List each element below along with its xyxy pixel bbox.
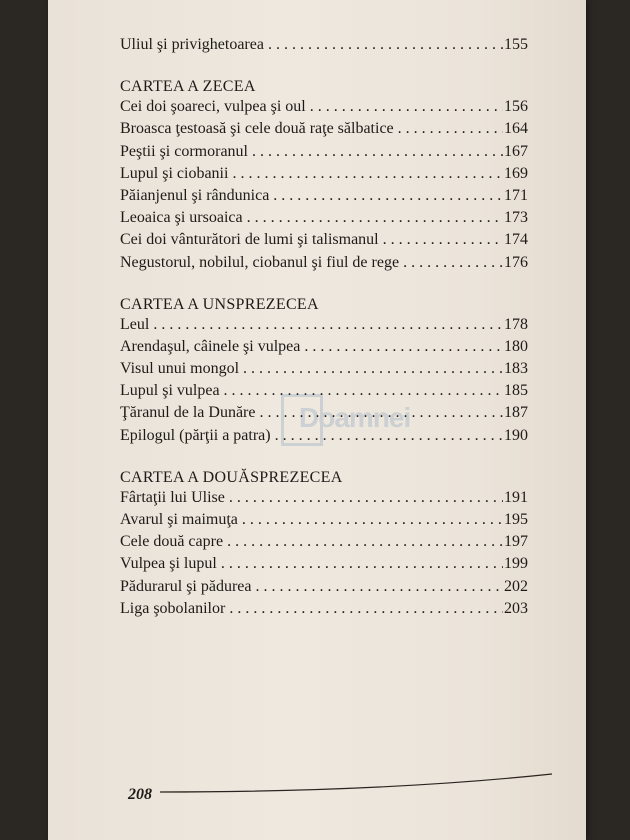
leader-dots bbox=[271, 427, 503, 445]
toc-entry bbox=[120, 254, 528, 276]
toc-entry-title: Ţăranul de la Dunăre bbox=[120, 404, 256, 422]
toc-entry-page: 195 bbox=[504, 511, 528, 528]
leader-dots bbox=[269, 187, 503, 205]
toc-entry bbox=[120, 187, 528, 209]
toc-entry bbox=[120, 427, 528, 449]
toc-entry-page: 176 bbox=[504, 253, 528, 271]
toc-entry-page: 169 bbox=[504, 164, 528, 182]
leader-dots bbox=[255, 404, 503, 422]
toc-entry-page: 171 bbox=[504, 186, 528, 204]
table-of-contents bbox=[120, 36, 528, 622]
toc-entry bbox=[120, 338, 528, 360]
toc-entry-page: 185 bbox=[504, 382, 528, 400]
leader-dots bbox=[149, 316, 503, 334]
leader-dots bbox=[264, 36, 503, 54]
toc-entry-title: Avarul şi maimuţa bbox=[120, 511, 238, 528]
toc-entry bbox=[120, 316, 528, 338]
toc-entry-page: 183 bbox=[504, 360, 528, 378]
toc-entry-title: Uliul şi privighetoarea bbox=[120, 36, 264, 53]
toc-entry-title: Cele două capre bbox=[120, 533, 224, 551]
toc-entry-page: 180 bbox=[504, 337, 528, 355]
toc-entry-title: Negustorul, nobilul, ciobanul şi fiul de rege bbox=[120, 253, 400, 271]
toc-entry-page: 190 bbox=[504, 426, 528, 444]
toc-entry bbox=[120, 489, 528, 511]
toc-entry bbox=[120, 533, 528, 555]
leader-dots bbox=[217, 555, 503, 573]
leader-dots bbox=[225, 489, 503, 507]
toc-entry bbox=[120, 98, 528, 120]
leader-dots bbox=[306, 98, 503, 116]
leader-dots bbox=[220, 382, 503, 400]
toc-entry-page: 191 bbox=[504, 488, 528, 506]
toc-entry-page: 199 bbox=[504, 555, 528, 573]
toc-entry bbox=[120, 165, 528, 187]
toc-entry bbox=[120, 600, 528, 622]
toc-entry-title: Arendaşul, câinele şi vulpea bbox=[120, 337, 301, 355]
toc-entry bbox=[120, 404, 528, 426]
leader-dots bbox=[243, 209, 503, 227]
leader-dots bbox=[252, 578, 503, 596]
toc-entry-title: Cei doi vânturători de lumi şi talismanul bbox=[120, 231, 379, 249]
leader-dots bbox=[225, 600, 503, 618]
leader-dots bbox=[238, 511, 503, 529]
toc-entry-page: 164 bbox=[504, 120, 528, 138]
footer-rule bbox=[160, 768, 552, 798]
toc-entry-title: Lupul şi ciobanii bbox=[120, 164, 229, 182]
watermark-text: Doamnei bbox=[299, 402, 411, 433]
toc-entry-title: Broasca ţestoasă şi cele două raţe sălbatice bbox=[120, 120, 394, 138]
leader-dots bbox=[300, 338, 503, 356]
section-heading: CARTEA A UNSPREZECEA bbox=[120, 295, 319, 313]
section-heading: CARTEA A DOUĂSPREZECEA bbox=[120, 468, 343, 486]
leader-dots bbox=[394, 120, 503, 138]
toc-entry-page: 202 bbox=[504, 577, 528, 595]
toc-entry-title: Leoaica şi ursoaica bbox=[120, 209, 243, 227]
toc-entry-title: Liga şobolanilor bbox=[120, 599, 226, 617]
toc-entry-page: 174 bbox=[504, 231, 528, 249]
leader-dots bbox=[379, 231, 503, 249]
toc-entry bbox=[120, 382, 528, 404]
leader-dots bbox=[239, 360, 503, 378]
toc-entry-title: Pădurarul şi pădurea bbox=[120, 577, 252, 595]
toc-entry-title: Fârtaţii lui Ulise bbox=[120, 488, 225, 506]
section-heading: CARTEA A ZECEA bbox=[120, 78, 256, 96]
toc-entry-title: Lupul şi vulpea bbox=[120, 382, 220, 400]
toc-entry bbox=[120, 555, 528, 577]
toc-entry-page: 187 bbox=[504, 404, 528, 422]
toc-entry bbox=[120, 36, 528, 58]
toc-entry-title: Leul bbox=[120, 315, 150, 333]
toc-entry bbox=[120, 209, 528, 231]
toc-entry-title: Păianjenul şi rândunica bbox=[120, 186, 270, 204]
leader-dots bbox=[223, 533, 503, 551]
leader-dots bbox=[399, 254, 503, 272]
toc-entry-page: 173 bbox=[504, 209, 528, 227]
toc-entry-page: 197 bbox=[504, 533, 528, 551]
leader-dots bbox=[228, 165, 503, 183]
toc-entry-title: Visul unui mongol bbox=[120, 360, 240, 378]
toc-entry bbox=[120, 143, 528, 165]
toc-entry-title: Cei doi şoareci, vulpea şi oul bbox=[120, 98, 306, 116]
toc-entry-title: Vulpea şi lupul bbox=[120, 555, 217, 573]
toc-entry bbox=[120, 360, 528, 382]
toc-entry-page: 156 bbox=[504, 98, 528, 116]
toc-entry-title: Epilogul (părţii a patra) bbox=[120, 426, 271, 444]
toc-entry bbox=[120, 231, 528, 253]
leader-dots bbox=[248, 143, 503, 161]
toc-entry bbox=[120, 511, 528, 533]
toc-entry-page: 178 bbox=[504, 315, 528, 333]
toc-entry-page: 167 bbox=[504, 142, 528, 160]
toc-entry-page: 155 bbox=[504, 36, 528, 53]
page-number: 208 bbox=[128, 786, 152, 803]
toc-entry-page: 203 bbox=[504, 599, 528, 617]
toc-entry bbox=[120, 578, 528, 600]
toc-entry-title: Peştii şi cormoranul bbox=[120, 142, 248, 160]
toc-entry bbox=[120, 120, 528, 142]
